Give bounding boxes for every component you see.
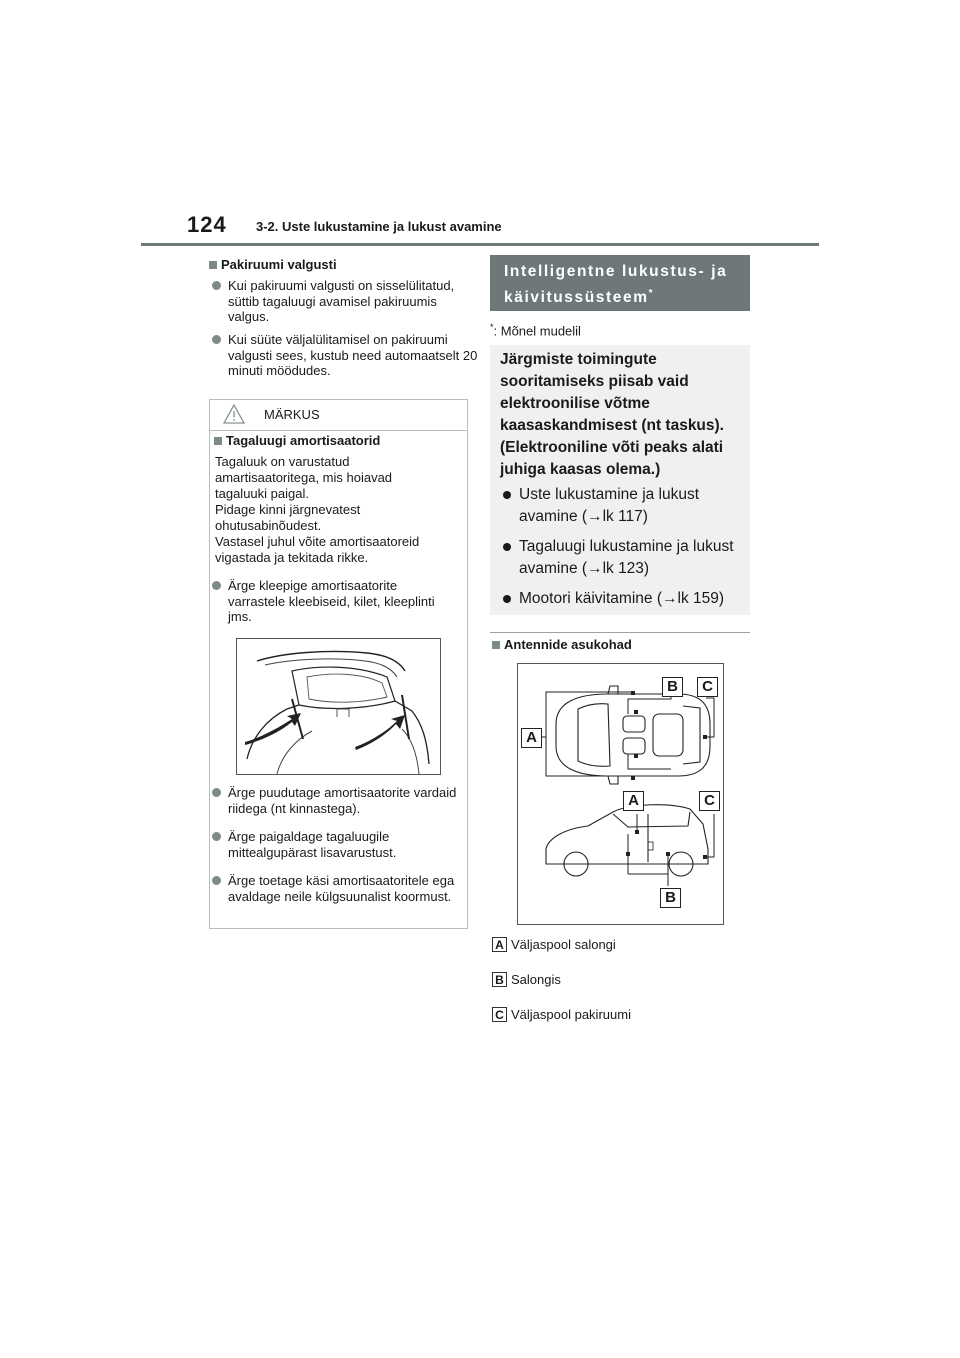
banner-line-text: käivitussüsteem [504, 289, 649, 307]
antenna-location-diagram [517, 663, 724, 925]
footnote [490, 322, 581, 338]
page-ref: lk 123) [602, 560, 650, 577]
bullet-dot-icon [212, 876, 221, 885]
notice-box [209, 399, 468, 929]
legend-text: Salongis [511, 972, 561, 987]
info-box [490, 345, 750, 615]
square-bullet-icon [492, 641, 500, 649]
list-item [212, 578, 453, 625]
antenna-drawing [518, 664, 723, 924]
list-item [500, 536, 745, 580]
bullet-dot-icon [212, 832, 221, 841]
header-rule [141, 243, 819, 246]
square-bullet-icon [214, 437, 222, 445]
diagram-label-a: A [623, 791, 644, 811]
divider [490, 632, 750, 633]
legend-item [492, 937, 616, 952]
notice-line: Tagaluuk on varustatud [215, 454, 350, 469]
notice-line: ohutusabinõudest. [215, 518, 322, 533]
bullet-dot-icon [212, 281, 221, 290]
list-item [212, 873, 473, 904]
diagram-label-b: B [660, 888, 681, 908]
notice-line: Pidage kinni järgnevatest [215, 502, 361, 517]
section-title: 3-2. Uste lukustamine ja lukust avamine [256, 219, 502, 234]
banner-line [504, 283, 744, 309]
bullet-text: Ärge puudutage amortisaatorite vardaid riidega (nt kinnastega). [228, 785, 457, 816]
bullet-dot-icon [212, 335, 221, 344]
heading-text: Antennide asukohad [504, 637, 632, 652]
bullet-text: Kui pakiruumi valgusti on sisselülitatud, süttib tagaluugi avamisel pakiruumis valgus. [228, 278, 455, 324]
legend-key: A [492, 937, 507, 952]
page-ref: lk 159) [677, 590, 725, 607]
banner-line: Intelligentne lukustus- ja [504, 263, 728, 280]
list-item [212, 785, 468, 816]
footnote-marker: * [648, 288, 655, 299]
bullet-dot-icon [503, 491, 511, 499]
legend-key: C [492, 1007, 507, 1022]
bullet-text: Ärge paigaldage tagaluugile mittealgupärast lisavarustust. [228, 829, 397, 860]
tailgate-damper-illustration [236, 638, 441, 775]
notice-line: Vastasel juhul võite amortisaatoreid [215, 534, 420, 549]
notice-line: tagaluuki paigal. [215, 486, 309, 501]
list-item [500, 588, 745, 610]
legend-item [492, 1007, 631, 1022]
bullet-text: Kui süüte väljalülitamisel on pakiruumi valgusti sees, kustub need automaatselt 20 minuti möödudes. [228, 332, 478, 378]
page-number: 124 [187, 212, 227, 237]
notice-subheading [214, 433, 380, 448]
page-ref: lk 117) [602, 508, 648, 525]
legend-text: Väljaspool salongi [511, 937, 616, 952]
subheading-text: Tagaluugi amortisaatorid [226, 433, 381, 448]
footnote-text: : Mõnel mudelil [493, 323, 581, 339]
notice-body [215, 454, 465, 566]
diagram-label-b: B [662, 677, 683, 697]
section-banner [490, 255, 750, 311]
list-item [212, 278, 468, 325]
tailgate-drawing [237, 639, 440, 774]
info-intro: Järgmiste toimingute sooritamiseks piisab vaid elektroonilise võtme kaasaskandmisest (nt taskus). (Elektrooniline võti peaks alati juhiga kaasas olema.) [500, 351, 724, 478]
list-item [212, 829, 458, 860]
diagram-label-c: C [699, 791, 720, 811]
notice-title: MÄRKUS [264, 407, 320, 422]
diagram-label-a: A [521, 728, 542, 748]
notice-line: vigastada ja tekitada rikke. [215, 550, 369, 565]
bullet-dot-icon [212, 788, 221, 797]
arrow-icon: → [662, 590, 678, 607]
legend-item [492, 972, 561, 987]
luggage-light-heading [209, 257, 337, 272]
bullet-dot-icon [503, 595, 511, 603]
notice-header [210, 400, 467, 431]
heading-text: Pakiruumi valgusti [221, 257, 337, 272]
bullet-text: Ärge toetage käsi amortisaatoritele ega avaldage neile külgsuunalist koormust. [228, 873, 455, 904]
item-text: Uste lukustamine ja lukust avamine ( [519, 486, 700, 525]
item-text: Mootori käivitamine ( [519, 590, 662, 607]
bullet-dot-icon [503, 543, 511, 551]
list-item [212, 332, 482, 379]
arrow-icon: → [587, 508, 603, 525]
legend-key: B [492, 972, 507, 987]
legend-text: Väljaspool pakiruumi [511, 1007, 631, 1022]
bullet-text: Ärge kleepige amortisaatorite varrastele kleebiseid, kilet, kleeplinti jms. [228, 578, 435, 624]
diagram-label-c: C [697, 677, 718, 697]
warning-icon [223, 403, 245, 425]
list-item [500, 484, 745, 528]
footnote-marker: * [490, 322, 494, 332]
antenna-heading [492, 637, 632, 652]
item-text: Tagaluugi lukustamine ja lukust avamine ( [519, 538, 734, 577]
square-bullet-icon [209, 261, 217, 269]
bullet-dot-icon [212, 581, 221, 590]
banner-title [504, 261, 744, 309]
arrow-icon: → [587, 560, 603, 577]
notice-line: amartisaatoritega, mis hoiavad [215, 470, 393, 485]
